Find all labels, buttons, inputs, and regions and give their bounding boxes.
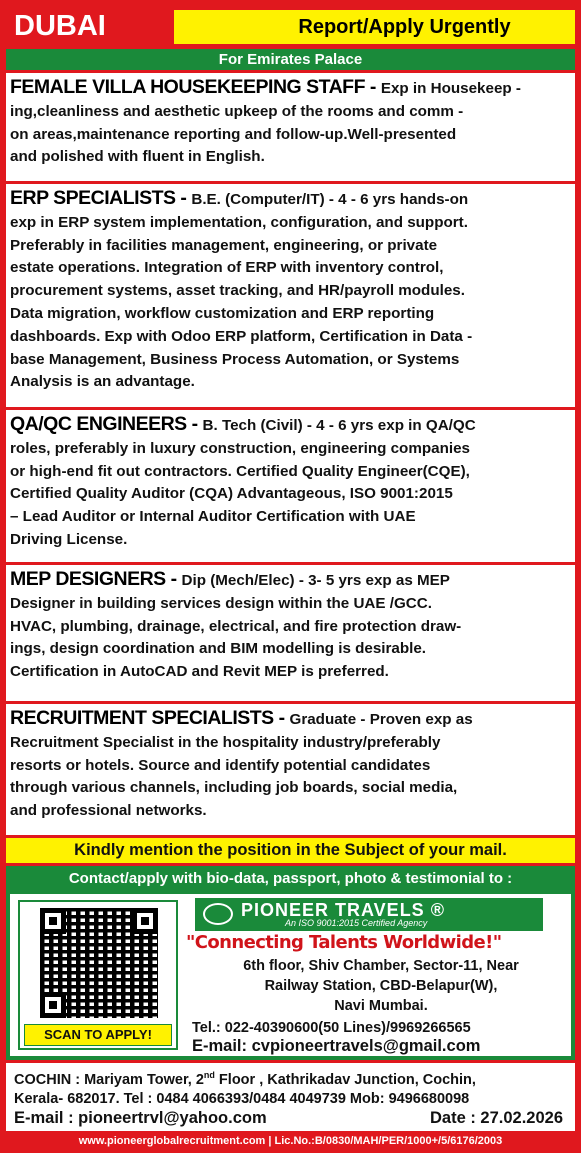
cochin-label: COCHIN : xyxy=(14,1071,85,1088)
city-title: DUBAI xyxy=(14,10,106,42)
company-name: PIONEER TRAVELS ® xyxy=(241,900,445,920)
qr-panel xyxy=(18,900,178,1050)
job-line: on areas,maintenance reporting and follow-up.Well-presented xyxy=(10,125,457,143)
job-line: through various channels, including job boards, social media, xyxy=(10,779,458,797)
job-line: and polished with fluent in English. xyxy=(10,148,265,166)
job-line: Certified Quality Auditor (CQA) Advantageous, ISO 9001:2015 xyxy=(10,485,453,503)
qr-code-icon[interactable] xyxy=(40,908,158,1018)
contact-card xyxy=(10,894,571,1056)
job-line: dashboards. Exp with Odoo ERP platform, Certification in Data - xyxy=(10,327,473,345)
qr-finder-icon xyxy=(132,908,158,934)
address xyxy=(196,956,566,1016)
qr-finder-icon xyxy=(40,992,66,1018)
email-link[interactable]: E-mail: cvpioneertravels@gmail.com xyxy=(192,1037,481,1055)
job-line: B.E. (Computer/IT) - 4 - 6 yrs hands-on xyxy=(191,191,469,208)
job-line: Data migration, workflow customization and ERP reporting xyxy=(10,304,435,322)
pioneer-logo xyxy=(195,898,543,931)
job-line: Analysis is an advantage. xyxy=(10,373,195,391)
mention-banner: Kindly mention the position in the Subject of your mail. xyxy=(6,838,575,863)
job-line: ing,cleanliness and aesthetic upkeep of the rooms and comm - xyxy=(10,102,464,120)
job-line: roles, preferably in luxury construction, engineering companies xyxy=(10,439,470,457)
urgent-banner: Report/Apply Urgently xyxy=(174,10,575,44)
job-title: FEMALE VILLA HOUSEKEEPING STAFF - xyxy=(10,76,381,98)
job-line: ings, design coordination and BIM modelling is desirable. xyxy=(10,640,427,658)
job-line: Exp in Housekeep - xyxy=(380,80,521,97)
telephone: Tel.: 022-40390600(50 Lines)/9969266565 xyxy=(192,1020,471,1036)
tagline: "Connecting Talents Worldwide!" xyxy=(186,932,502,953)
job-line: Driving License. xyxy=(10,530,128,548)
cochin-email-link[interactable]: E-mail : pioneertrvl@yahoo.com xyxy=(14,1108,267,1127)
date: Date : 27.02.2026 xyxy=(429,1108,563,1127)
job-line: resorts or hotels. Source and identify potential candidates xyxy=(10,756,431,774)
job-recruitment xyxy=(6,704,575,835)
cochin-phone: Kerala- 682017. Tel : 0484 4066393/0484 4049739 Mob: 9496680098 xyxy=(14,1090,470,1107)
job-mep xyxy=(6,565,575,701)
contact-section xyxy=(6,866,575,1060)
job-line: estate operations. Integration of ERP with inventory control, xyxy=(10,259,444,277)
job-line: Graduate - Proven exp as xyxy=(289,711,473,728)
job-line: HVAC, plumbing, drainage, electrical, and fire protection draw- xyxy=(10,617,462,635)
footer-website[interactable]: www.pioneerglobalrecruitment.com | Lic.No.:B/0830/MAH/PER/1000+/5/6176/2003 xyxy=(78,1135,503,1147)
cochin-address: Mariyam Tower, 2 xyxy=(84,1071,204,1088)
job-line: – Lead Auditor or Internal Auditor Certification with UAE xyxy=(10,508,416,526)
job-line: Dip (Mech/Elec) - 3- 5 yrs exp as MEP xyxy=(181,572,450,589)
job-line: Designer in building services design within the UAE /GCC. xyxy=(10,594,432,612)
job-line: and professional networks. xyxy=(10,802,207,820)
address-line: 6th floor, Shiv Chamber, Sector-11, Near xyxy=(243,958,519,974)
job-title: RECRUITMENT SPECIALISTS - xyxy=(10,707,290,729)
job-line: Certification in AutoCAD and Revit MEP is preferred. xyxy=(10,663,389,681)
job-line: base Management, Business Process Automation, or Systems xyxy=(10,350,460,368)
job-line: B. Tech (Civil) - 4 - 6 yrs exp in QA/QC xyxy=(202,417,476,434)
job-line: Preferably in facilities management, engineering, or private xyxy=(10,236,438,254)
client-banner: For Emirates Palace xyxy=(6,49,575,70)
cochin-address-sup: nd xyxy=(203,1070,215,1080)
company-certification: An ISO 9001:2015 Certified Agency xyxy=(285,918,428,928)
job-line: exp in ERP system implementation, configuration, and support. xyxy=(10,213,468,231)
job-title: QA/QC ENGINEERS - xyxy=(10,413,203,435)
job-qaqc xyxy=(6,410,575,562)
header xyxy=(6,6,575,46)
job-line: or high-end fit out contractors. Certified Quality Engineer(CQE), xyxy=(10,462,470,480)
scan-to-apply-label: SCAN TO APPLY! xyxy=(24,1024,172,1046)
job-title: MEP DESIGNERS - xyxy=(10,568,182,590)
job-title: ERP SPECIALISTS - xyxy=(10,187,192,209)
qr-finder-icon xyxy=(40,908,66,934)
job-line: procurement systems, asset tracking, and HR/payroll modules. xyxy=(10,282,465,300)
job-housekeeping xyxy=(6,73,575,181)
globe-icon xyxy=(203,903,233,925)
cochin-address-rest: Floor , Kathrikadav Junction, Cochin, xyxy=(214,1071,476,1088)
job-line: Recruitment Specialist in the hospitality industry/preferably xyxy=(10,733,441,751)
contact-heading: Contact/apply with bio-data, passport, photo & testimonial to : xyxy=(68,870,513,887)
job-erp xyxy=(6,184,575,407)
cochin-office xyxy=(6,1063,575,1131)
address-line: Navi Mumbai. xyxy=(334,998,428,1014)
address-line: Railway Station, CBD-Belapur(W), xyxy=(264,978,498,994)
